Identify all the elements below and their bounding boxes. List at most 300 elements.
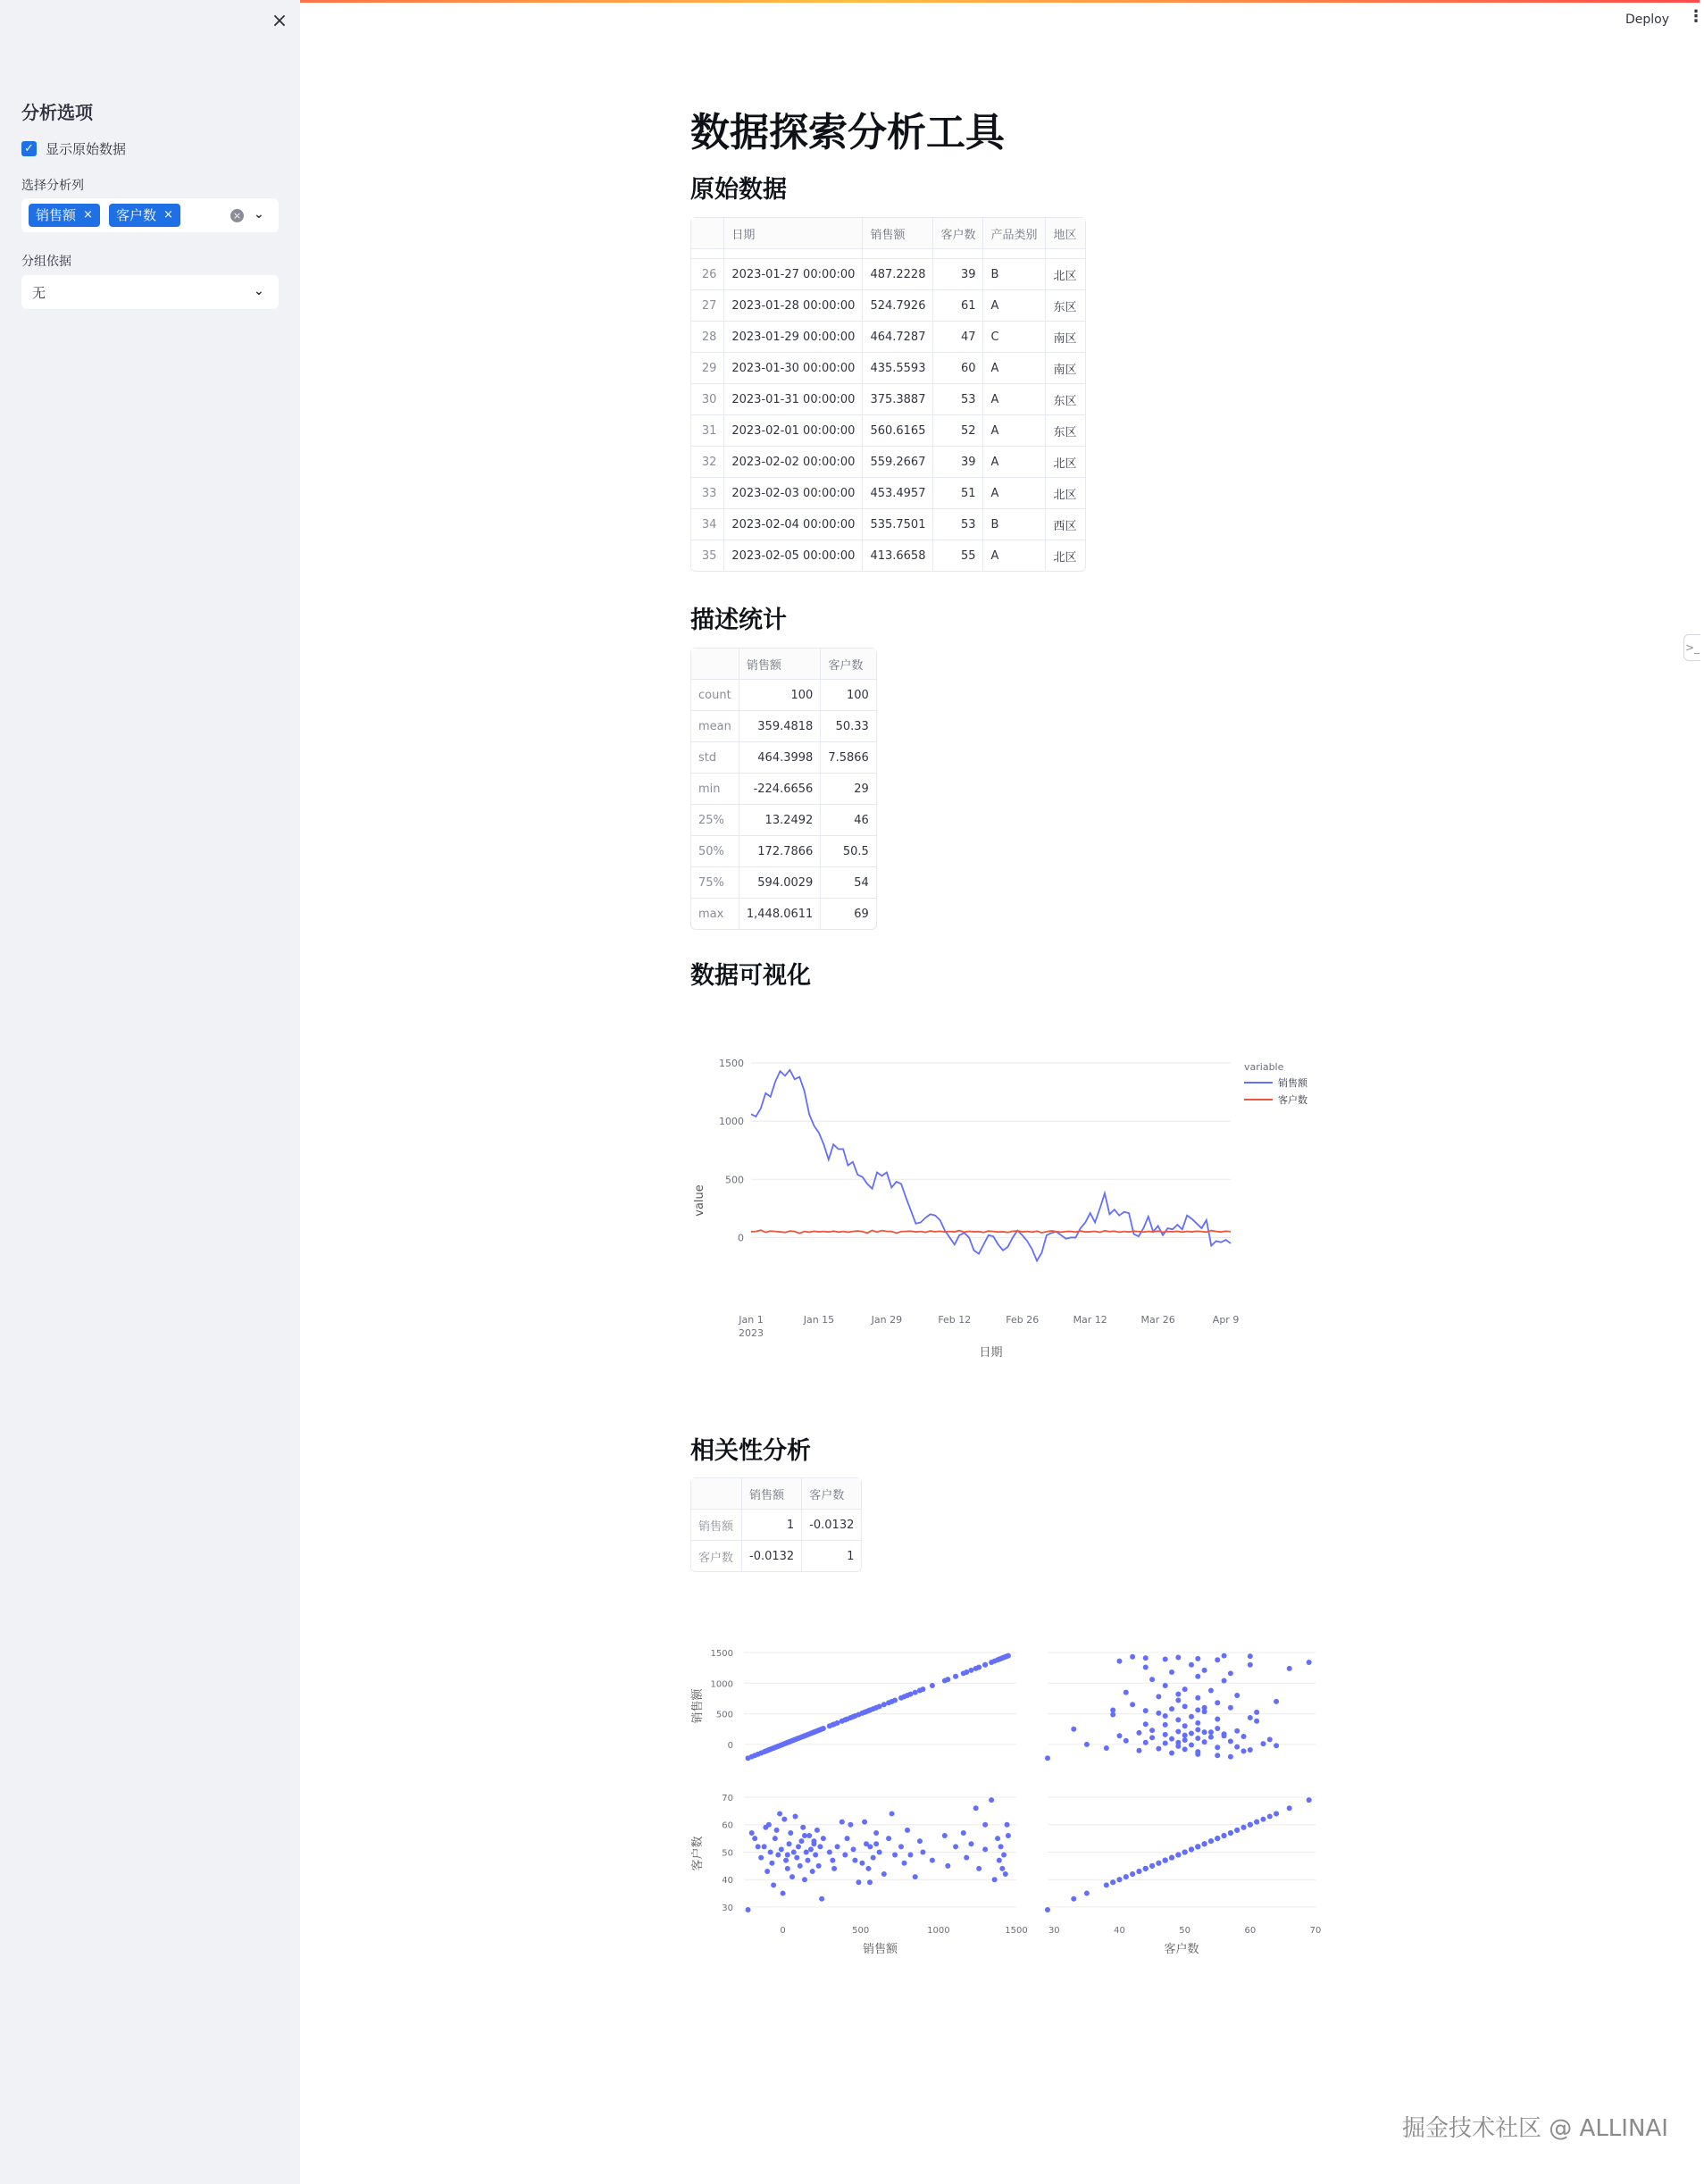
legend-label: 销售额 [1278,1077,1307,1089]
scatter-point [1260,1741,1265,1746]
scatter-point [1189,1714,1194,1720]
column-header[interactable]: 销售额 [863,218,933,249]
cell-region: 西区 [1046,509,1085,540]
corr-section-title: 相关性分析 [690,1437,811,1465]
table-row[interactable] [691,680,876,711]
table-header-row [691,1478,861,1510]
cell-date: 2023-01-29 00:00:00 [724,322,863,353]
scatter-point [774,1828,780,1833]
scatter-point [1149,1677,1155,1682]
row-index: 25% [691,805,739,836]
scatter-point [1189,1662,1194,1668]
scatter-point [1274,1743,1279,1748]
cell-sales: 524.7926 [863,290,933,322]
y-tick-label: 0 [738,1232,744,1244]
columns-label: 选择分析列 [21,179,84,193]
cell-customers: 61 [933,290,983,322]
group-by-select[interactable] [21,275,279,309]
scatter-point [1084,1891,1090,1896]
scatter-point [1222,1678,1227,1684]
scatter-point [1195,1736,1200,1741]
table-header-row [691,218,1085,249]
cell-date: 2023-01-31 00:00:00 [724,384,863,415]
scatter-point [785,1740,790,1745]
scatter-point [1116,1877,1122,1882]
column-header[interactable] [691,218,724,249]
scatter-point [867,1844,873,1849]
cell-date: 2023-02-04 00:00:00 [724,509,863,540]
scatter-point [781,1817,787,1822]
y-axis-title: 销售额 [691,1688,705,1724]
scatter-point [781,1891,786,1896]
cell-sales: 1,448.0611 [739,899,821,929]
scatter-point [1202,1668,1207,1673]
raw-data-table[interactable] [690,217,1086,572]
scatter-point [1110,1879,1115,1885]
scatter-point [942,1833,948,1838]
scatter-point [1001,1853,1007,1858]
deploy-button[interactable]: Deploy [1625,13,1670,27]
cell-category: B [983,259,1046,290]
scatter-point [802,1877,807,1882]
chevron-down-icon[interactable]: ⌄ [254,284,264,298]
scatter-point [1234,1745,1240,1750]
stats-table[interactable] [690,648,877,930]
scatter-point [813,1853,818,1858]
table-row[interactable] [691,711,876,742]
scatter-point [961,1670,966,1676]
scatter-point [1104,1745,1109,1751]
x-axis-title: 客户数 [1164,1943,1199,1956]
scatter-point [1175,1717,1181,1722]
scatter-point [1195,1707,1200,1712]
scatter-point [1202,1841,1207,1846]
scatter-point [768,1849,773,1854]
cell-customers: 7.5866 [821,742,876,774]
y-tick-label: 1000 [719,1116,744,1128]
columns-multiselect[interactable] [21,198,279,232]
cell-customers: 53 [933,509,983,540]
cell-sales: 464.3998 [739,742,821,774]
cell-sales: 453.4957 [863,478,933,509]
scatter-point [920,1849,925,1854]
scatter-point [1130,1871,1135,1877]
checkmark-icon[interactable]: ✓ [21,141,37,156]
scatter-point [845,1836,850,1841]
table-row[interactable] [691,867,876,899]
scatter-point [1143,1664,1149,1669]
cell-date: 2023-02-05 00:00:00 [724,540,863,571]
scatter-point [1143,1721,1149,1727]
scatter-point [1248,1662,1253,1668]
column-header[interactable]: 客户数 [821,649,876,680]
scatter-point [789,1874,795,1879]
cell-category: A [983,478,1046,509]
scatter-point [1248,1822,1253,1828]
scatter-point [1202,1729,1207,1735]
tag-sales[interactable] [29,204,100,227]
scatter-point [953,1844,958,1849]
table-row[interactable] [691,742,876,774]
row-index: 75% [691,867,739,899]
cell-customers: -0.0132 [802,1510,861,1541]
column-header[interactable] [691,1478,742,1510]
scatter-point [881,1871,887,1877]
x-tick-label: Feb 12 [938,1314,972,1326]
raw-section-title: 原始数据 [690,176,787,204]
scatter-point [773,1836,778,1841]
cell-category: A [983,540,1046,571]
cell-region: 东区 [1046,290,1085,322]
close-sidebar-icon[interactable]: × [271,10,288,32]
remove-tag-icon[interactable]: × [163,208,173,222]
scatter-point [821,1726,826,1731]
scatter-point [1208,1729,1214,1735]
x-tick-label: Jan 1 [739,1314,764,1326]
table-row[interactable] [691,899,876,929]
scatter-point [989,1797,994,1803]
scatter-point [806,1833,812,1838]
scatter-point [1195,1752,1200,1757]
show-raw-checkbox[interactable] [21,139,126,158]
table-row[interactable] [691,805,876,836]
scatter-point [917,1838,923,1844]
scatter-point [1071,1896,1076,1902]
scatter-point [1182,1686,1188,1692]
cell-customers: 39 [933,259,983,290]
y-tick-label: 500 [715,1710,733,1720]
y-axis-title: value [693,1184,706,1217]
cell-customers: 53 [933,384,983,415]
cell-region: 北区 [1046,447,1085,478]
remove-tag-icon[interactable]: × [83,208,93,222]
series-line-1 [751,1230,1231,1233]
scatter-point [1287,1666,1292,1671]
column-header[interactable]: 销售额 [739,649,821,680]
scatter-matrix-chart[interactable] [690,1635,1333,1983]
cell-customers: 50.5 [821,836,876,867]
row-index: 26 [691,259,724,290]
scatter-point [1195,1720,1200,1726]
table-row[interactable] [691,1541,861,1571]
scatter-point [1149,1735,1155,1740]
table-row[interactable] [691,1510,861,1541]
scatter-point [953,1674,958,1679]
scatter-point [1006,1653,1011,1659]
cell-sales: 13.2492 [739,805,821,836]
scatter-point [997,1858,1002,1863]
scatter-point [1195,1656,1200,1661]
cell-category: A [983,415,1046,447]
cell-sales: -224.6656 [739,774,821,805]
scatter-point [998,1844,1004,1849]
scatter-point [1084,1742,1090,1747]
scatter-point [1169,1855,1174,1861]
scatter-point [1163,1683,1168,1688]
column-header[interactable]: 客户数 [933,218,983,249]
scatter-point [1195,1695,1200,1701]
scatter-point [1222,1833,1227,1838]
scatter-point [1195,1727,1200,1732]
y-tick-label: 1000 [710,1679,733,1690]
cell-sales: 560.6165 [863,415,933,447]
scatter-point [1136,1748,1141,1753]
cell-category: A [983,290,1046,322]
x-axis-title: 销售额 [862,1943,898,1956]
scatter-point [852,1858,857,1863]
scatter-point [905,1828,910,1833]
scatter-point [821,1836,826,1841]
cell-date: 2023-01-28 00:00:00 [724,290,863,322]
scatter-point [1215,1726,1220,1731]
group-by-value: 无 [32,285,46,301]
scatter-point [794,1855,799,1861]
cell-sales: 1 [742,1510,802,1541]
y-tick-label: 50 [722,1848,733,1859]
scatter-point [1169,1736,1174,1742]
cell-sales: 413.6658 [863,540,933,571]
row-index: 35 [691,540,724,571]
scatter-point [763,1748,768,1753]
scatter-point [1163,1732,1168,1737]
cell-customers: 100 [821,680,876,711]
row-index: min [691,774,739,805]
cell-region: 南区 [1046,353,1085,384]
scatter-point [835,1844,840,1849]
table-row[interactable] [691,353,1085,384]
scatter-point [976,1866,981,1871]
scatter-point [1003,1871,1008,1877]
cell-customers: 39 [933,447,983,478]
scatter-point [814,1828,820,1833]
scatter-point [1123,1690,1129,1695]
row-index: max [691,899,739,929]
cell-region: 北区 [1046,478,1085,509]
table-row[interactable] [691,384,1085,415]
scatter-point [787,1841,792,1846]
scatter-point [1274,1811,1279,1816]
cell-region: 北区 [1046,259,1085,290]
scatter-point [892,1853,898,1858]
table-row[interactable] [691,478,1085,509]
x-tick-label: Jan 29 [871,1314,903,1326]
row-index: 销售额 [691,1510,742,1541]
scatter-point [1182,1746,1188,1752]
scatter-point [964,1855,969,1861]
cell-date: 2023-02-03 00:00:00 [724,478,863,509]
scatter-point [811,1838,816,1844]
x-tick-label: 0 [780,1926,786,1936]
watermark: 掘金技术社区 @ ALLINAI [1402,2115,1668,2142]
table-row[interactable] [691,774,876,805]
table-row[interactable] [691,415,1085,447]
row-index: mean [691,711,739,742]
scatter-point [1163,1722,1168,1728]
table-row[interactable] [691,509,1085,540]
scatter-point [1163,1858,1168,1863]
scatter-point [1228,1670,1233,1676]
row-index: 30 [691,384,724,415]
scatter-point [1260,1817,1265,1822]
scatter-point [892,1697,898,1703]
y-tick-label: 30 [722,1903,733,1913]
expand-panel-icon[interactable]: >_ [1683,634,1700,661]
scatter-point [775,1853,781,1858]
scatter-point [992,1877,998,1882]
scatter-point [783,1858,789,1863]
scatter-point [1248,1747,1253,1753]
cell-customers: 47 [933,322,983,353]
sidebar [0,0,300,2184]
scatter-point [1248,1715,1253,1720]
scatter-point [769,1861,774,1866]
scatter-point [1195,1674,1200,1679]
scatter-point [805,1858,810,1863]
table-row[interactable] [691,259,1085,290]
cell-region: 北区 [1053,550,1077,565]
cell-customers: 1 [847,1549,855,1563]
cell-sales: 172.7866 [739,836,821,867]
cell-region: 东区 [1046,384,1085,415]
scatter-point [1045,1907,1050,1912]
page-title: 数据探索分析工具 [690,110,1005,155]
scatter-point [752,1836,757,1841]
column-header[interactable]: 销售额 [742,1478,802,1510]
row-index: 27 [691,290,724,322]
x-tick-label: Jan 15 [803,1314,835,1326]
tag-customers-label: 客户数 [116,207,157,223]
main-menu-icon[interactable]: ⋮ [1688,7,1704,26]
scatter-point [907,1853,913,1858]
x-tick-label: 500 [852,1926,870,1936]
cell-date: 2023-02-01 00:00:00 [724,415,863,447]
scatter-point [798,1838,804,1844]
clear-all-icon[interactable]: × [230,209,244,222]
scatter-point [1195,1844,1200,1849]
scatter-point [1241,1825,1247,1830]
column-header[interactable]: 地区 [1046,218,1085,249]
chevron-down-icon[interactable]: ⌄ [254,207,264,222]
cell-customers: 54 [821,867,876,899]
cell-sales: 487.2228 [863,259,933,290]
scatter-point [1248,1653,1253,1659]
scatter-point [1202,1705,1207,1711]
table-row[interactable] [691,447,1085,478]
scatter-point [804,1849,809,1854]
row-index: 33 [691,478,724,509]
cell-date: 2023-01-30 00:00:00 [724,353,863,384]
scatter-point [999,1866,1005,1871]
scatter-point [1241,1734,1247,1739]
column-header[interactable]: 产品类别 [983,218,1046,249]
column-header[interactable] [691,649,739,680]
cell-category: C [983,322,1046,353]
cell-category: A [983,447,1046,478]
scatter-point [881,1702,887,1707]
scatter-point [1234,1693,1240,1698]
scatter-point [793,1814,798,1820]
scatter-point [945,1863,950,1869]
tag-sales-label: 销售额 [36,207,77,223]
viz-section-title: 数据可视化 [690,962,811,990]
scatter-point [1006,1833,1011,1838]
scatter-point [808,1846,814,1852]
scatter-point [756,1844,761,1849]
scatter-point [1182,1723,1188,1728]
column-header[interactable]: 日期 [724,218,863,249]
scatter-point [995,1836,1000,1841]
scatter-point [802,1733,807,1738]
scatter-point [999,1655,1005,1661]
correlation-table[interactable] [690,1477,862,1572]
scatter-point [1143,1866,1149,1871]
scatter-point [856,1879,861,1885]
column-header[interactable]: 客户数 [802,1478,861,1510]
table-row[interactable] [691,836,876,867]
x-tick-label: 1000 [927,1926,950,1936]
scatter-point [1254,1820,1259,1825]
table-row[interactable] [691,322,1085,353]
scatter-point [1254,1719,1259,1724]
scatter-point [791,1849,797,1854]
scatter-point [1222,1733,1227,1738]
scatter-point [930,1683,935,1688]
line-chart[interactable] [690,1045,1333,1402]
scatter-point [873,1705,879,1711]
scatter-point [1234,1828,1240,1833]
tag-customers[interactable] [109,204,180,227]
scatter-point [1130,1702,1135,1707]
scatter-point [1215,1745,1220,1750]
scatter-point [1241,1748,1247,1753]
y-tick-label: 500 [725,1174,744,1186]
scatter-point [1116,1733,1122,1738]
scatter-point [1254,1710,1259,1715]
cell-customers: 55 [933,540,983,571]
scatter-point [1175,1853,1181,1858]
row-index: 客户数 [691,1541,742,1571]
y-tick-label: 60 [722,1820,733,1831]
scatter-point [749,1830,755,1836]
scatter-point [968,1841,973,1846]
scatter-point [763,1825,768,1830]
scatter-point [982,1846,988,1852]
scatter-point [973,1805,979,1811]
scatter-point [1175,1740,1181,1745]
scatter-point [1274,1699,1279,1704]
scatter-point [867,1879,873,1885]
scatter-point [1182,1737,1188,1743]
x-tick-label: 30 [1048,1926,1060,1936]
scatter-point [1189,1846,1194,1852]
scatter-point [886,1836,891,1841]
scatter-point [982,1662,988,1668]
table-row[interactable] [691,290,1085,322]
scatter-point [1163,1657,1168,1662]
scatter-point [1163,1740,1168,1745]
legend-title: variable [1244,1061,1284,1073]
scatter-point [830,1858,835,1863]
scatter-point [982,1822,988,1828]
x-tick-label: 1500 [1005,1926,1028,1936]
table-row[interactable] [691,540,1085,571]
scatter-point [788,1830,793,1836]
scatter-point [871,1855,876,1861]
scatter-point [1143,1655,1149,1661]
scatter-point [1228,1830,1233,1836]
scatter-point [1143,1708,1149,1713]
scatter-point [1156,1746,1161,1752]
